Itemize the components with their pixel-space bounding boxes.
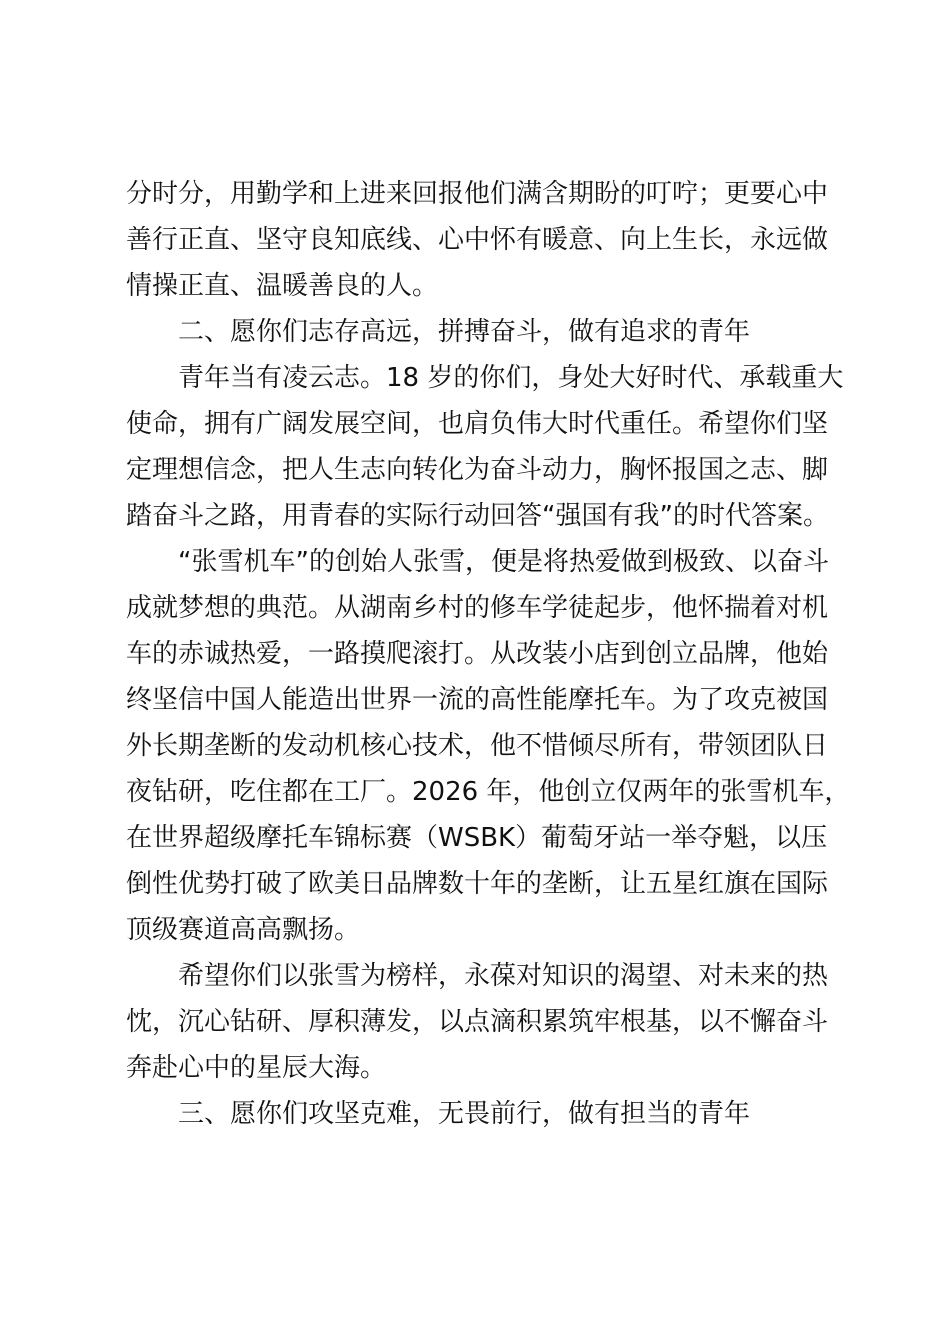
paragraph-line: 倒性优势打破了欧美日品牌数十年的垄断，让五星红旗在国际 (126, 869, 829, 899)
paragraph-line: 青年当有凌云志。18 岁的你们，身处大好时代、承载重大 (178, 363, 844, 393)
paragraph-line: 在世界超级摩托车锦标赛（WSBK）葡萄牙站一举夺魁，以压 (126, 823, 828, 853)
paragraph-line: 分时分，用勤学和上进来回报他们满含期盼的叮咛；更要心中 (126, 179, 829, 209)
paragraph-line: 情操正直、温暖善良的人。 (126, 271, 439, 301)
paragraph-line: 奔赴心中的星辰大海。 (126, 1053, 387, 1083)
paragraph-line: 成就梦想的典范。从湖南乡村的修车学徒起步，他怀揣着对机 (126, 593, 829, 623)
paragraph-line: 夜钻研，吃住都在工厂。2026 年，他创立仅两年的张雪机车， (126, 777, 851, 807)
section-heading-2: 二、愿你们志存高远，拼搏奋斗，做有追求的青年 (178, 317, 751, 347)
paragraph-line: 顶级赛道高高飘扬。 (126, 915, 361, 945)
paragraph-line: 终坚信中国人能造出世界一流的高性能摩托车。为了攻克被国 (126, 685, 829, 715)
paragraph-line: 使命，拥有广阔发展空间，也肩负伟大时代重任。希望你们坚 (126, 409, 829, 439)
paragraph-line: 希望你们以张雪为榜样，永葆对知识的渴望、对未来的热 (178, 961, 829, 991)
paragraph-line: 车的赤诚热爱，一路摸爬滚打。从改装小店到创立品牌，他始 (126, 639, 829, 669)
paragraph-line: 善行正直、坚守良知底线、心中怀有暖意、向上生长，永远做 (126, 225, 829, 255)
paragraph-line: “张雪机车”的创始人张雪，便是将热爱做到极致、以奋斗 (178, 547, 829, 577)
paragraph-line: 踏奋斗之路，用青春的实际行动回答“强国有我”的时代答案。 (126, 501, 829, 531)
paragraph-line: 外长期垄断的发动机核心技术，他不惜倾尽所有，带领团队日 (126, 731, 829, 761)
section-heading-3: 三、愿你们攻坚克难，无畏前行，做有担当的青年 (178, 1099, 751, 1129)
paragraph-line: 定理想信念，把人生志向转化为奋斗动力，胸怀报国之志、脚 (126, 455, 829, 485)
paragraph-line: 忱，沉心钻研、厚积薄发，以点滴积累筑牢根基，以不懈奋斗 (126, 1007, 829, 1037)
